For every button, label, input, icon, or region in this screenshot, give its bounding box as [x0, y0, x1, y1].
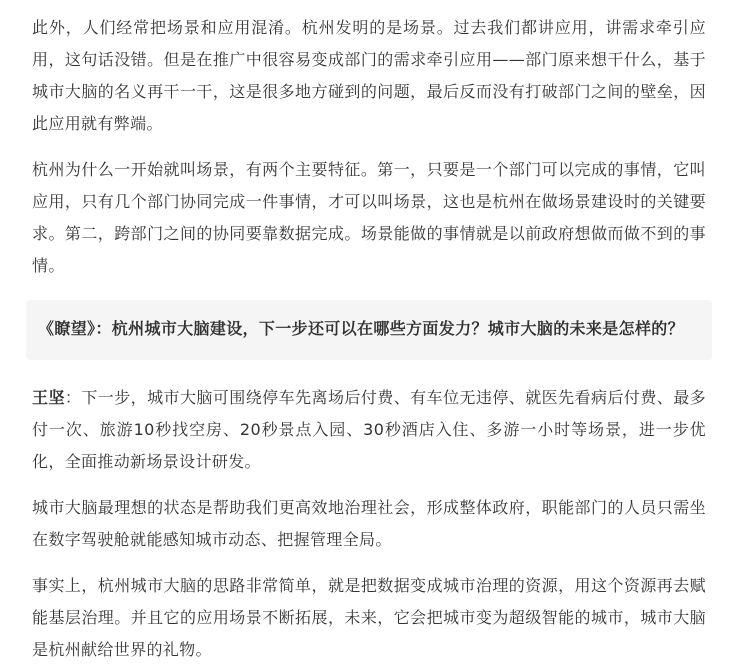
interview-question: 《瞭望》：杭州城市大脑建设，下一步还可以在哪些方面发力？城市大脑的未来是怎样的？ — [26, 300, 712, 360]
paragraph-next-steps — [32, 382, 706, 478]
paragraph-why-scenes: 杭州为什么一开始就叫场景，有两个主要特征。第一，只要是一个部门可以完成的事情，它叫应用，只有几个部门协同完成一件事情，才可以叫场景，这也是杭州在做场景建设时的关键要求。第二，跨部门之间的协同要靠数据完成。场景能做的事情就是以前政府想做而做不到的事情。 — [32, 160, 706, 275]
paragraph-scenes-vs-apps: 此外，人们经常把场景和应用混淆。杭州发明的是场景。过去我们都讲应用，讲需求牵引应用，这句话没错。但是在推广中很容易变成部门的需求牵引应用——部门原来想干什么，基于城市大脑的名义再干一干，这是很多地方碰到的问题，最后反而没有打破部门之间的壁垒，因此应用就有弊端。 — [32, 18, 706, 133]
paragraph-next-steps-text: ：下一步，城市大脑可围绕停车先离场后付费、有车位无违停、就医先看病后付费、最多付一次、旅游10秒找空房、20秒景点入园、30秒酒店入住、多游一小时等场景，进一步优化，全面推动新场景设计研发。 — [32, 388, 707, 471]
speaker-name: 王坚 — [32, 388, 65, 407]
paragraph-ideal-state: 城市大脑最理想的状态是帮助我们更高效地治理社会，形成整体政府，职能部门的人员只需坐在数字驾驶舱就能感知城市动态、把握管理全局。 — [32, 498, 706, 549]
paragraph-conclusion: 事实上，杭州城市大脑的思路非常简单，就是把数据变成城市治理的资源，用这个资源再去赋能基层治理。并且它的应用场景不断拓展，未来，它会把城市变为超级智能的城市，城市大脑是杭州献给世界的礼物。 — [32, 576, 706, 659]
